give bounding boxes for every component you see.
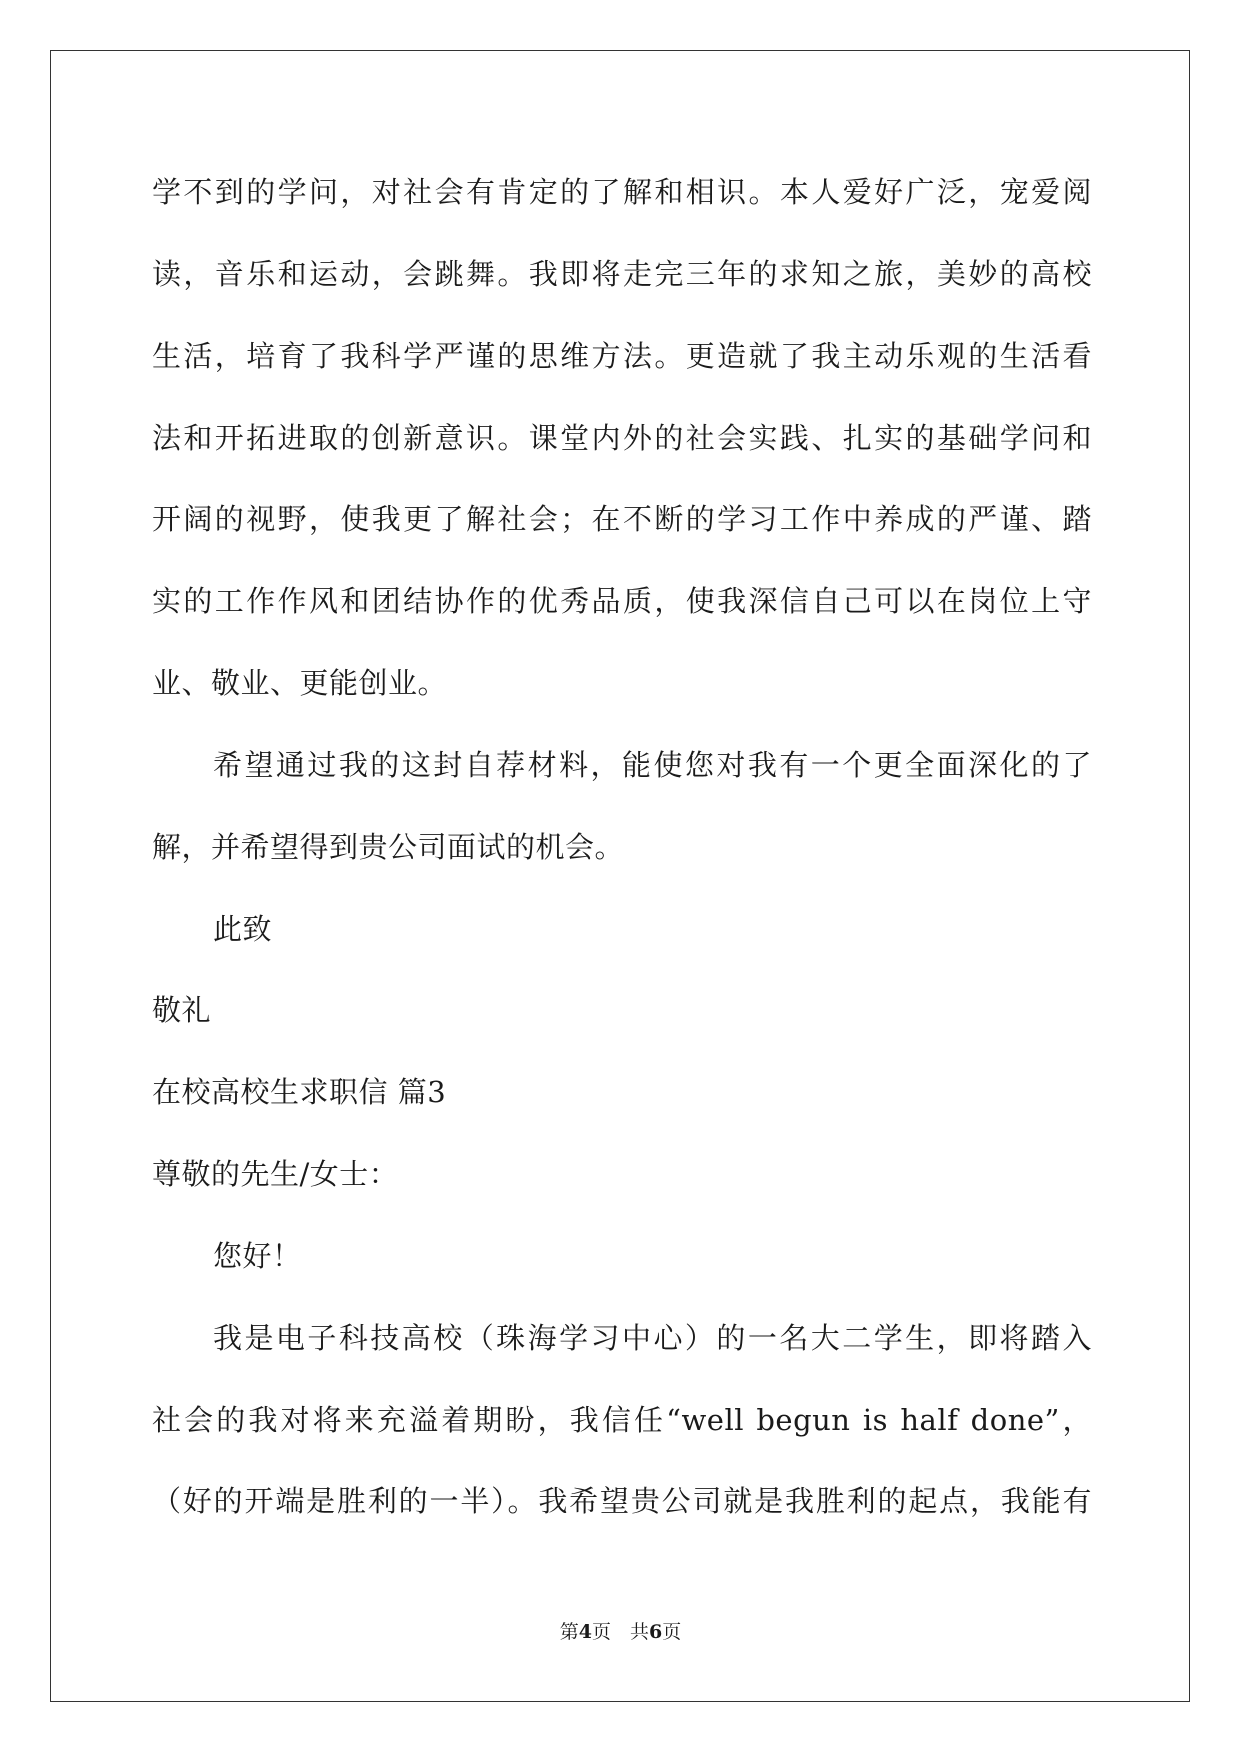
body-text-line: 读，音乐和运动，会跳舞。我即将走完三年的求知之旅，美妙的高校 (152, 257, 1092, 291)
body-text-line: 希望通过我的这封自荐材料，能使您对我有一个更全面深化的了 (213, 748, 1092, 782)
greeting: 您好！ (213, 1239, 302, 1273)
salutation: 尊敬的先生/女士： (152, 1157, 399, 1191)
page-footer (0, 1620, 1241, 1644)
footer-suffix: 页 (662, 1621, 682, 1643)
body-text-line: 学不到的学问，对社会有肯定的了解和相识。本人爱好广泛，宠爱阅 (152, 175, 1092, 209)
body-text-line: 业、敬业、更能创业。 (152, 666, 448, 700)
body-text-line: 开阔的视野，使我更了解社会；在不断的学习工作中养成的严谨、踏 (152, 502, 1092, 536)
body-text-line: 我是电子科技高校（珠海学习中心）的一名大二学生，即将踏入 (213, 1321, 1092, 1355)
body-text-line: 解，并希望得到贵公司面试的机会。 (152, 830, 625, 864)
closing-jingli: 敬礼 (152, 993, 212, 1027)
body-text-line: 生活，培育了我科学严谨的思维方法。更造就了我主动乐观的生活看 (152, 339, 1092, 373)
body-text-line: 法和开拓进取的创新意识。课堂内外的社会实践、扎实的基础学问和 (152, 421, 1092, 455)
closing-cizhi: 此致 (213, 912, 273, 946)
footer-mid: 页 共 (591, 1621, 649, 1643)
body-text-line: （好的开端是胜利的一半）。我希望贵公司就是我胜利的起点，我能有 (152, 1484, 1092, 1518)
body-text-line: 社会的我对将来充溢着期盼，我信任“well begun is half done”， (152, 1403, 1092, 1437)
footer-prefix: 第 (559, 1621, 579, 1643)
current-page-number: 4 (578, 1621, 592, 1643)
section-title: 在校高校生求职信 篇3 (152, 1075, 447, 1109)
total-pages-number: 6 (649, 1621, 663, 1643)
page-border (50, 50, 1190, 1702)
body-text-line: 实的工作作风和团结协作的优秀品质，使我深信自己可以在岗位上守 (152, 584, 1092, 618)
